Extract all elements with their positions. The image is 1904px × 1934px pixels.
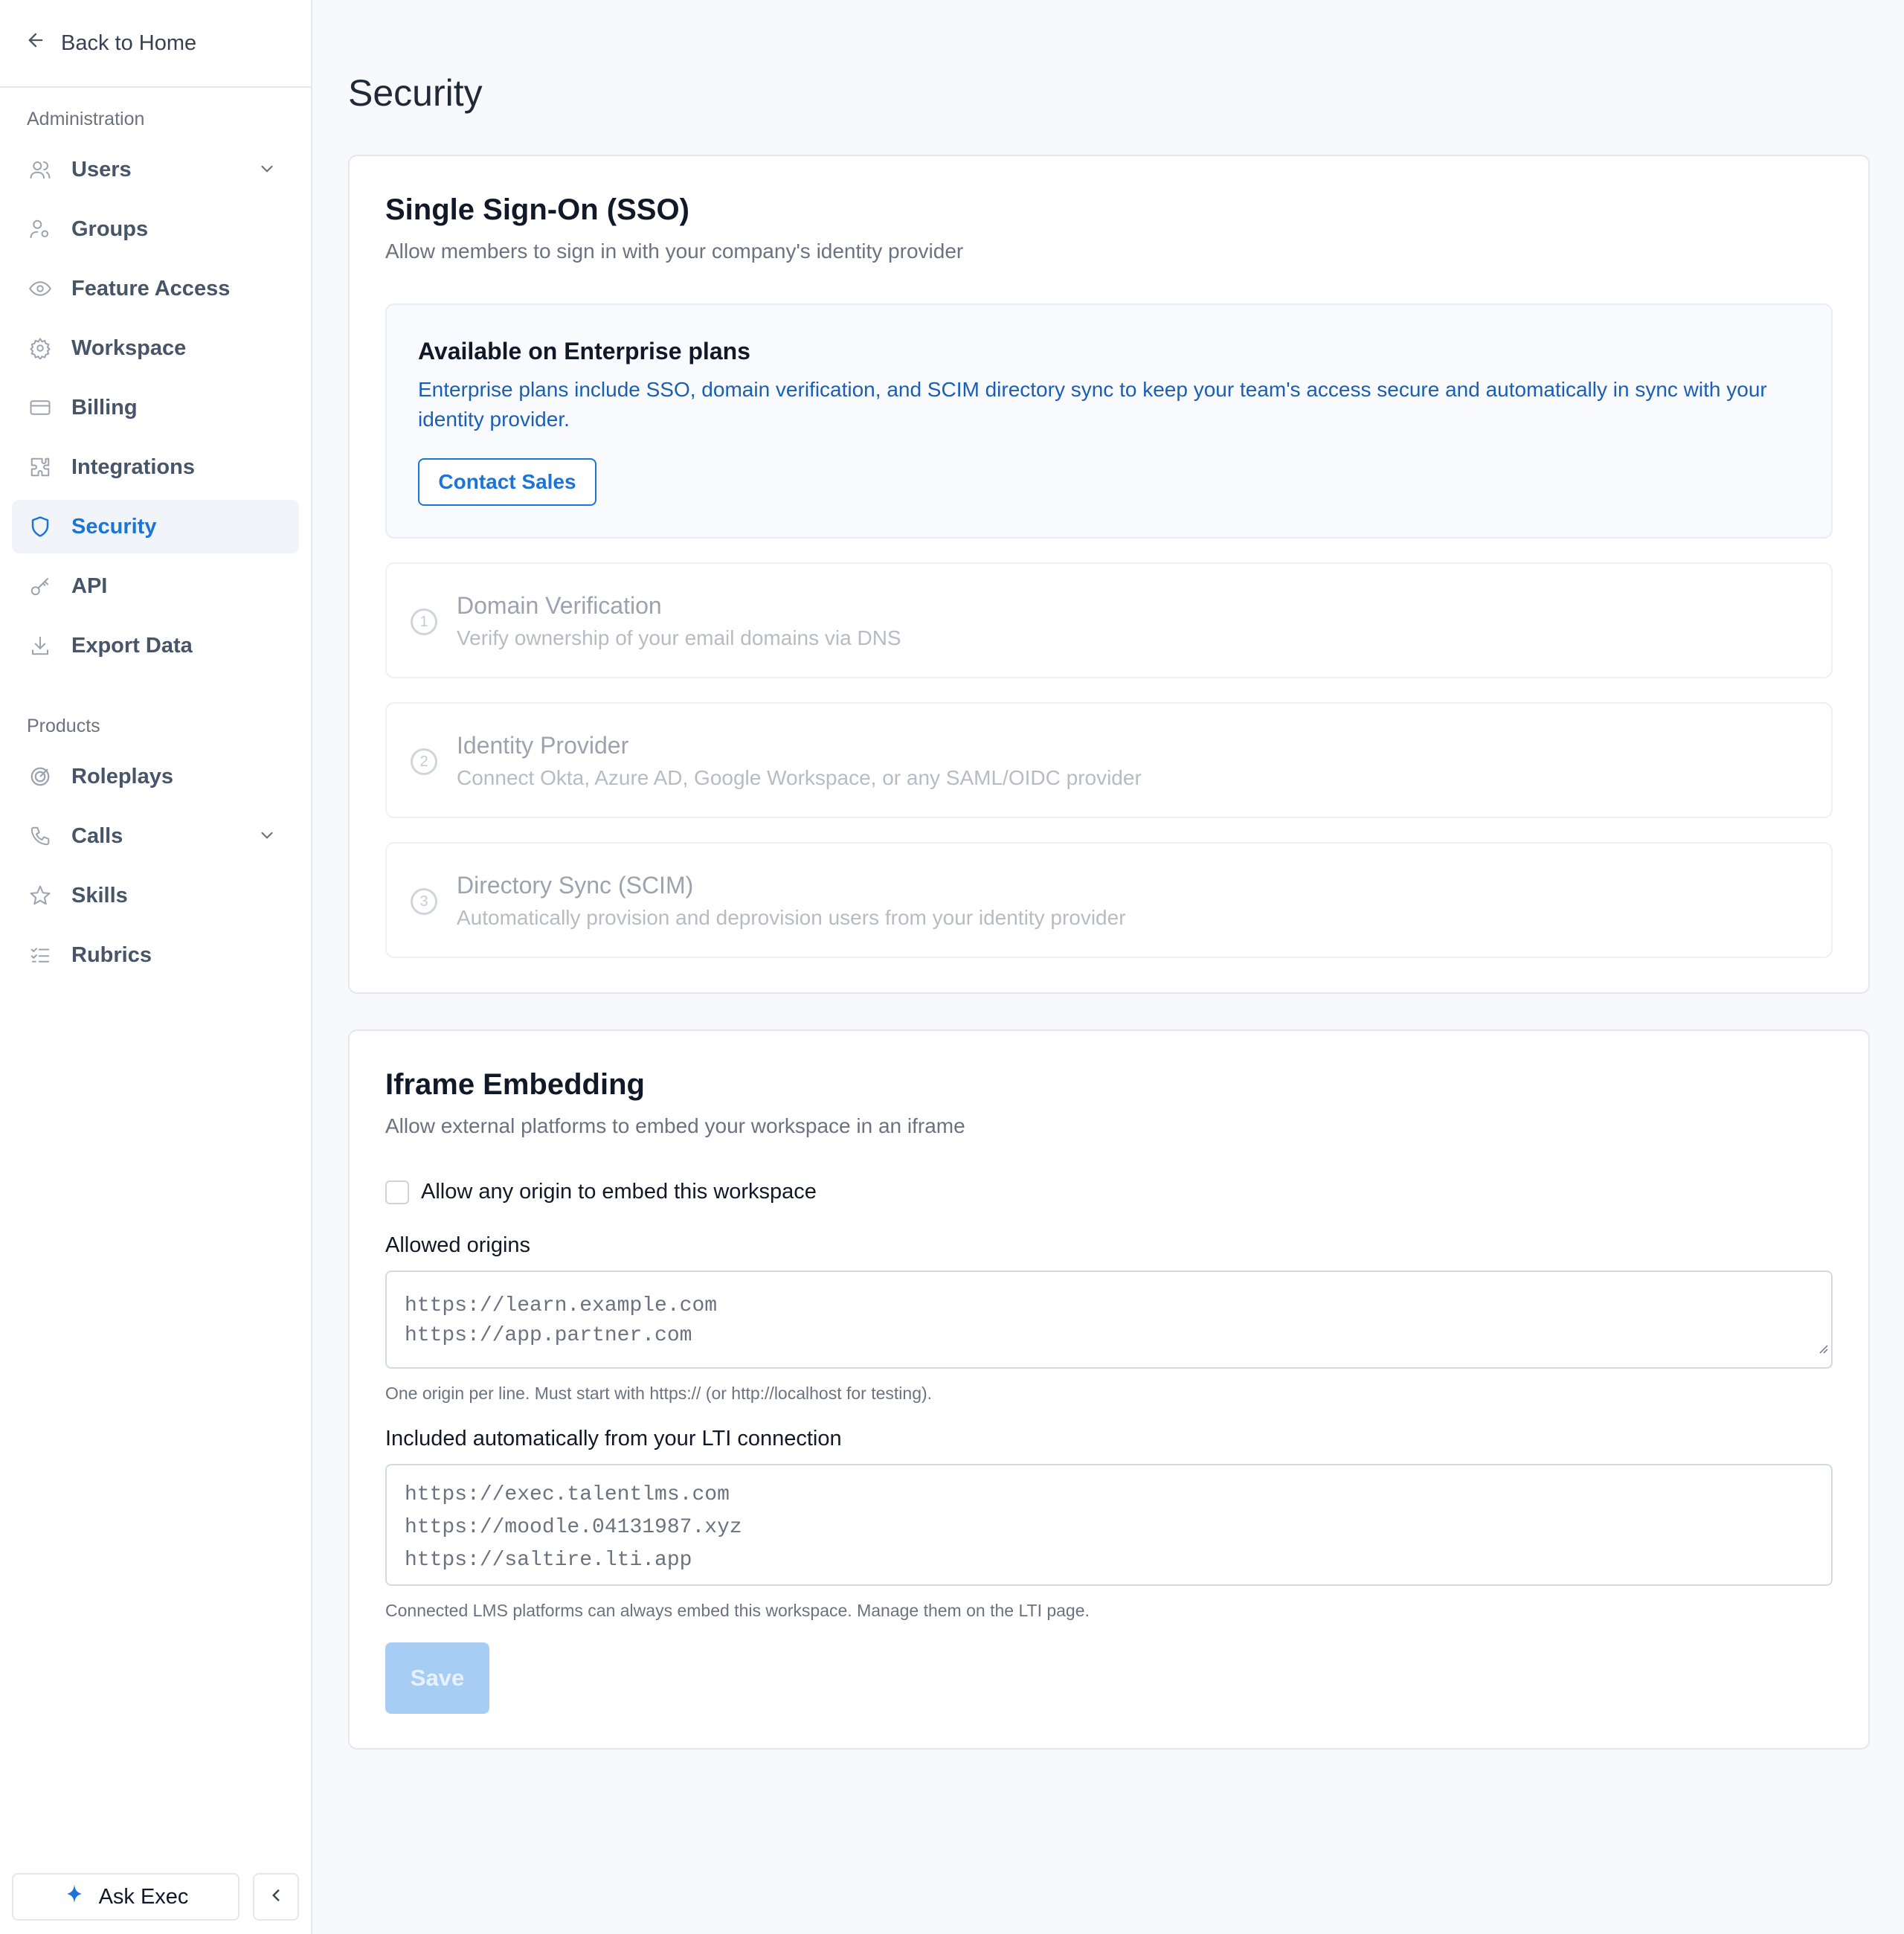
ask-exec-button[interactable] bbox=[12, 1873, 239, 1921]
enterprise-plan-notice bbox=[385, 303, 1833, 539]
users-icon bbox=[28, 158, 52, 181]
star-icon bbox=[28, 884, 52, 907]
phone-icon bbox=[28, 824, 52, 848]
step-number-badge: 2 bbox=[411, 748, 437, 775]
sidebar bbox=[0, 0, 312, 1934]
download-icon bbox=[28, 634, 52, 658]
eye-icon bbox=[28, 277, 52, 301]
sidebar-item-label: Feature Access bbox=[71, 276, 231, 301]
allowed-origins-label: Allowed origins bbox=[385, 1233, 531, 1257]
gear-icon bbox=[28, 336, 52, 360]
sidebar-item-users[interactable] bbox=[12, 143, 299, 196]
sidebar-item-feature-access[interactable] bbox=[12, 262, 299, 315]
sidebar-item-security[interactable] bbox=[12, 500, 299, 553]
allow-any-origin-checkbox[interactable] bbox=[385, 1180, 409, 1204]
sso-step-domain-verification bbox=[385, 562, 1833, 678]
sidebar-item-calls[interactable] bbox=[12, 809, 299, 863]
contact-sales-button[interactable]: Contact Sales bbox=[418, 458, 596, 506]
lti-origin: https://exec.talentlms.com bbox=[405, 1483, 730, 1506]
sidebar-item-label: Rubrics bbox=[71, 942, 152, 967]
placeholder-line: https://learn.example.com bbox=[405, 1294, 718, 1317]
page-title: Security bbox=[348, 72, 483, 114]
sso-step-identity-provider bbox=[385, 702, 1833, 818]
groups-icon bbox=[28, 217, 52, 241]
sso-subtitle: Allow members to sign in with your company's identity provider bbox=[385, 240, 964, 263]
target-icon bbox=[28, 765, 52, 788]
allow-any-origin-label: Allow any origin to embed this workspace bbox=[421, 1180, 817, 1204]
sidebar-item-integrations[interactable] bbox=[12, 440, 299, 494]
allowed-origins-textarea[interactable] bbox=[385, 1270, 1833, 1369]
sidebar-item-workspace[interactable] bbox=[12, 321, 299, 375]
sidebar-item-label: API bbox=[71, 574, 108, 598]
sso-step-directory-sync bbox=[385, 842, 1833, 958]
step-description: Connect Okta, Azure AD, Google Workspace, or any SAML/OIDC provider bbox=[457, 766, 1142, 789]
lti-origins-hint: Connected LMS platforms can always embed this workspace. Manage them on the LTI page. bbox=[385, 1601, 1090, 1620]
sidebar-item-export-data[interactable] bbox=[12, 619, 299, 672]
allowed-origins-hint: One origin per line. Must start with https:// (or http://localhost for testing). bbox=[385, 1384, 933, 1403]
enterprise-notice-title: Available on Enterprise plans bbox=[418, 338, 750, 364]
collapse-sidebar-button[interactable] bbox=[253, 1873, 299, 1921]
sidebar-item-label: Skills bbox=[71, 883, 128, 907]
sidebar-item-label: Export Data bbox=[71, 633, 193, 658]
iframe-embedding-card bbox=[348, 1029, 1870, 1750]
ask-exec-label: Ask Exec bbox=[98, 1884, 189, 1909]
arrow-left-icon bbox=[25, 30, 61, 57]
lti-origins-readonly-list bbox=[385, 1464, 1833, 1586]
sidebar-item-label: Integrations bbox=[71, 454, 195, 479]
sidebar-item-label: Calls bbox=[71, 823, 123, 848]
step-description: Automatically provision and deprovision users from your identity provider bbox=[457, 906, 1126, 929]
shield-icon bbox=[28, 515, 52, 539]
step-title: Domain Verification bbox=[457, 592, 662, 619]
checklist-icon bbox=[28, 943, 52, 967]
step-title: Directory Sync (SCIM) bbox=[457, 872, 694, 899]
resize-handle-icon[interactable] bbox=[1816, 1334, 1828, 1364]
sidebar-item-label: Billing bbox=[71, 395, 138, 420]
sidebar-item-label: Users bbox=[71, 157, 132, 181]
enterprise-notice-text: Enterprise plans include SSO, domain verification, and SCIM directory sync to keep your team's access secure and automatically in sync with your identity provider. bbox=[418, 378, 1767, 431]
allow-any-origin-option[interactable] bbox=[385, 1180, 817, 1204]
back-to-home-label: Back to Home bbox=[61, 30, 197, 55]
placeholder-line: https://app.partner.com bbox=[405, 1324, 692, 1347]
sidebar-item-roleplays[interactable] bbox=[12, 750, 299, 803]
iframe-subtitle: Allow external platforms to embed your workspace in an iframe bbox=[385, 1114, 965, 1137]
credit-card-icon bbox=[28, 396, 52, 420]
chevron-down-icon[interactable] bbox=[257, 826, 277, 851]
lti-origin: https://saltire.lti.app bbox=[405, 1549, 692, 1572]
sidebar-item-label: Roleplays bbox=[71, 764, 173, 788]
sidebar-item-label: Security bbox=[71, 514, 157, 539]
iframe-title: Iframe Embedding bbox=[385, 1068, 645, 1101]
step-number-badge: 3 bbox=[411, 888, 437, 915]
chevron-down-icon[interactable] bbox=[257, 159, 277, 184]
sidebar-item-groups[interactable] bbox=[12, 202, 299, 256]
products-nav bbox=[12, 750, 299, 988]
admin-nav bbox=[12, 143, 299, 678]
sidebar-item-skills[interactable] bbox=[12, 869, 299, 922]
sidebar-item-api[interactable] bbox=[12, 559, 299, 613]
back-to-home-link[interactable] bbox=[0, 0, 311, 88]
products-section-label: Products bbox=[27, 716, 100, 736]
sidebar-item-rubrics[interactable] bbox=[12, 928, 299, 982]
administration-section-label: Administration bbox=[27, 109, 145, 129]
sidebar-footer bbox=[12, 1873, 299, 1921]
lti-origins-label: Included automatically from your LTI connection bbox=[385, 1427, 842, 1450]
step-number-badge: 1 bbox=[411, 608, 437, 635]
puzzle-icon bbox=[28, 455, 52, 479]
lti-origin: https://moodle.04131987.xyz bbox=[405, 1516, 742, 1539]
key-icon bbox=[28, 574, 52, 598]
sidebar-item-label: Workspace bbox=[71, 335, 187, 360]
sso-title: Single Sign-On (SSO) bbox=[385, 193, 689, 226]
sidebar-item-billing[interactable] bbox=[12, 381, 299, 434]
step-description: Verify ownership of your email domains via DNS bbox=[457, 626, 901, 649]
sparkle-icon bbox=[63, 1883, 86, 1911]
sidebar-item-label: Groups bbox=[71, 216, 149, 241]
sso-card bbox=[348, 155, 1870, 994]
save-button[interactable]: Save bbox=[385, 1642, 489, 1714]
chevron-left-icon bbox=[266, 1886, 286, 1909]
step-title: Identity Provider bbox=[457, 732, 629, 759]
